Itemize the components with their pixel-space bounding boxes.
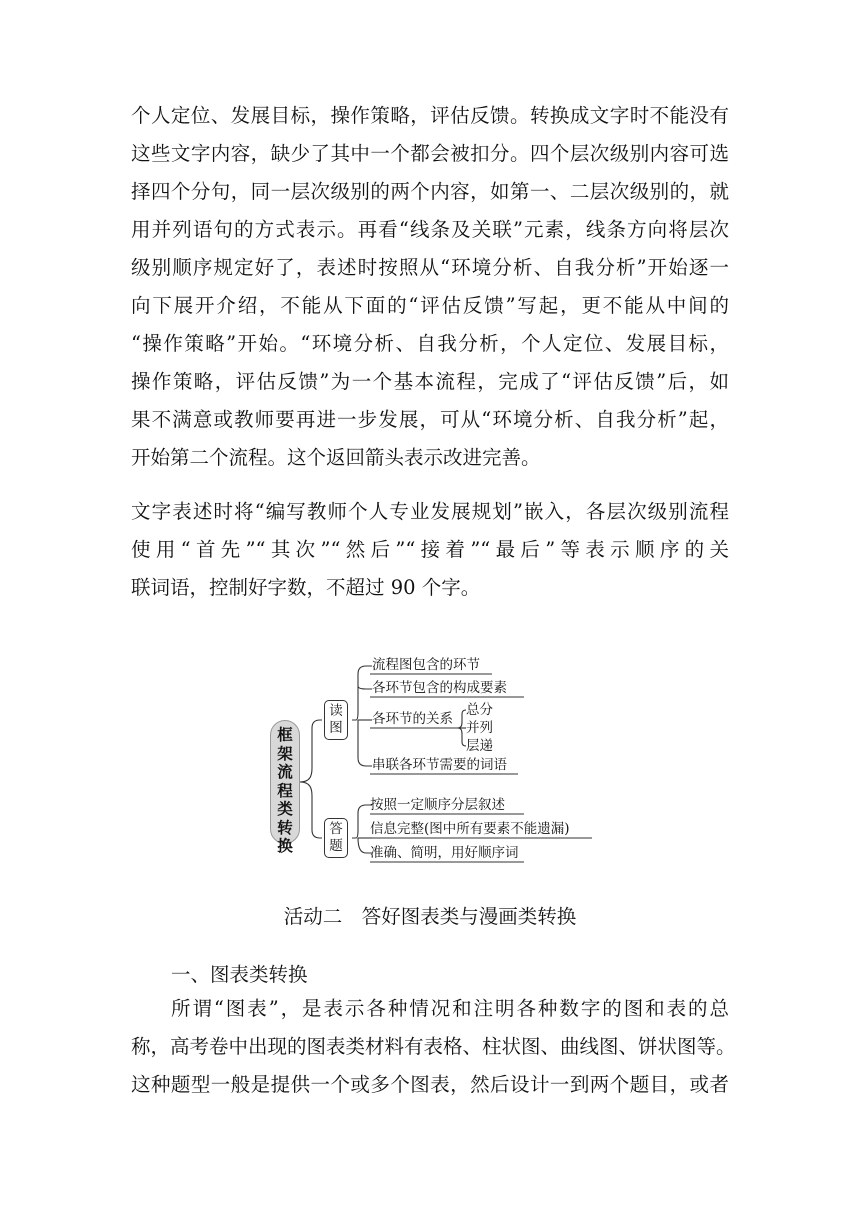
- text-line: 这种题型一般是提供一个或多个图表，然后设计一到两个题目，或者: [131, 1073, 729, 1096]
- leaf-item: 串联各环节需要的词语: [372, 757, 507, 773]
- text-line: 择四个分句，同一层次级别的两个内容，如第一、二层次级别的，就: [131, 180, 729, 203]
- leaf-item: 信息完整(图中所有要素不能遗漏): [370, 821, 570, 837]
- flow-frame-diagram: [262, 648, 602, 868]
- text-line: 使用“首先”“其次”“然后”“接着”“最后”等表示顺序的关: [131, 538, 729, 561]
- leaf-item: 各环节的关系: [372, 711, 453, 727]
- root-node-label: 框 架 流 程 类 转 换: [277, 726, 293, 855]
- text-line: 文字表述时将“编写教师个人专业发展规划”嵌入，各层次级别流程: [131, 500, 729, 523]
- section-heading: 活动二 答好图表类与漫画类转换: [283, 905, 577, 928]
- branch-answer: 答 题: [324, 818, 348, 858]
- text-line: 开始第二个流程。这个返回箭头表示改进完善。: [131, 446, 541, 469]
- leaf-item: 各环节包含的构成要素: [372, 680, 507, 696]
- leaf-item: 按照一定顺序分层叙述: [370, 797, 505, 813]
- relation-item: 总分: [466, 702, 493, 718]
- text-line: 级别顺序规定好了，表述时按照从“环境分析、自我分析”开始逐一: [131, 256, 729, 279]
- text-line: 所谓“图表”，是表示各种情况和注明各种数字的图和表的总: [171, 997, 729, 1020]
- branch-read-chart: 读 图: [324, 700, 348, 740]
- relation-item: 并列: [466, 720, 493, 736]
- relation-item: 层递: [466, 738, 493, 754]
- text-line: 这些文字内容，缺少了其中一个都会被扣分。四个层次级别内容可选: [131, 142, 729, 165]
- text-line: 联词语，控制好字数，不超过 90 个字。: [131, 576, 481, 599]
- text-line: 称，高考卷中出现的图表类材料有表格、柱状图、曲线图、饼状图等。: [131, 1035, 736, 1058]
- text-line: 操作策略，评估反馈”为一个基本流程，完成了“评估反馈”后，如: [131, 370, 729, 393]
- text-line: 用并列语句的方式表示。再看“线条及关联”元素，线条方向将层次: [131, 218, 729, 241]
- leaf-item: 准确、简明，用好顺序词: [370, 845, 519, 861]
- leaf-item: 流程图包含的环节: [372, 657, 480, 673]
- subsection-heading: 一、图表类转换: [171, 963, 308, 986]
- text-line: “操作策略”开始。“环境分析、自我分析，个人定位、发展目标，: [131, 332, 729, 355]
- text-line: 个人定位、发展目标，操作策略，评估反馈。转换成文字时不能没有: [131, 104, 729, 127]
- text-line: 果不满意或教师要再进一步发展，可从“环境分析、自我分析”起，: [131, 408, 729, 431]
- text-line: 向下展开介绍，不能从下面的“评估反馈”写起，更不能从中间的: [131, 294, 729, 317]
